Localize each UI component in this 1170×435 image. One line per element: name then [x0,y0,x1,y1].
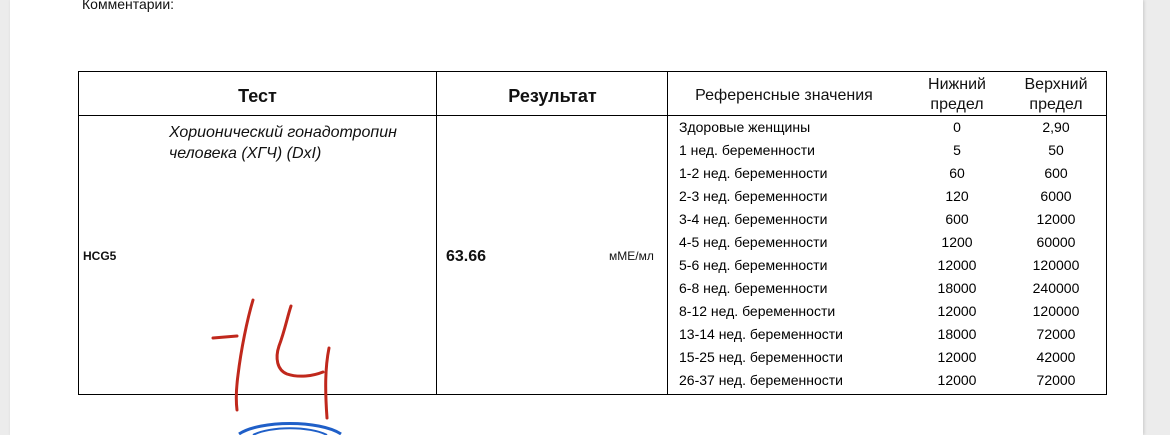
reference-label: 26-37 нед. беременности [679,372,843,388]
result-unit: мМЕ/мл [609,249,654,263]
reference-lower: 60 [949,165,965,181]
header-reference: Референсные значения [695,87,873,104]
reference-lower: 120 [945,188,969,204]
reference-label: 4-5 нед. беременности [679,234,828,250]
reference-row [79,139,1106,162]
stamp-partial [235,418,345,435]
reference-label: Здоровые женщины [679,119,811,135]
reference-row [79,231,1106,254]
reference-label: 2-3 нед. беременности [679,188,828,204]
reference-lower: 12000 [937,257,977,273]
reference-lower: 12000 [937,372,977,388]
header-upper-limit: Верхний предел [1024,76,1088,113]
header-result: Результат [508,86,597,106]
reference-upper: 72000 [1036,372,1076,388]
reference-lower: 12000 [937,303,977,319]
reference-label: 8-12 нед. беременности [679,303,836,319]
reference-lower: 18000 [937,280,977,296]
reference-row [79,116,1106,139]
reference-row [79,162,1106,185]
header-lower-limit: Нижний предел [928,76,986,113]
test-name: Хорионический гонадотропин человека (ХГЧ) (DxI) [169,124,397,162]
header-test: Тест [238,86,277,106]
reference-lower: 1200 [941,234,973,250]
reference-upper: 12000 [1036,211,1076,227]
reference-upper: 42000 [1036,349,1076,365]
reference-upper: 120000 [1032,303,1080,319]
reference-label: 1 нед. беременности [679,142,815,158]
test-code: HCG5 [83,249,117,263]
reference-lower: 5 [953,142,961,158]
reference-upper: 600 [1044,165,1068,181]
reference-upper: 50 [1048,142,1064,158]
reference-lower: 0 [953,119,961,135]
reference-label: 13-14 нед. беременности [679,326,843,342]
reference-label: 1-2 нед. беременности [679,165,828,181]
document-page [10,0,1143,435]
reference-upper: 2,90 [1042,119,1070,135]
reference-label: 6-8 нед. беременности [679,280,828,296]
reference-upper: 72000 [1036,326,1076,342]
reference-lower: 600 [945,211,969,227]
reference-upper: 120000 [1032,257,1080,273]
reference-row [79,185,1106,208]
reference-label: 5-6 нед. беременности [679,257,828,273]
reference-lower: 18000 [937,326,977,342]
handwritten-note-14 [205,290,345,430]
reference-upper: 6000 [1040,188,1072,204]
reference-label: 3-4 нед. беременности [679,211,828,227]
reference-label: 15-25 нед. беременности [679,349,843,365]
reference-row [79,254,1106,277]
result-value: 63.66 [446,248,487,265]
reference-row [79,208,1106,231]
comment-label: Комментарии: [82,0,175,12]
reference-lower: 12000 [937,349,977,365]
reference-upper: 240000 [1032,280,1080,296]
reference-upper: 60000 [1036,234,1076,250]
